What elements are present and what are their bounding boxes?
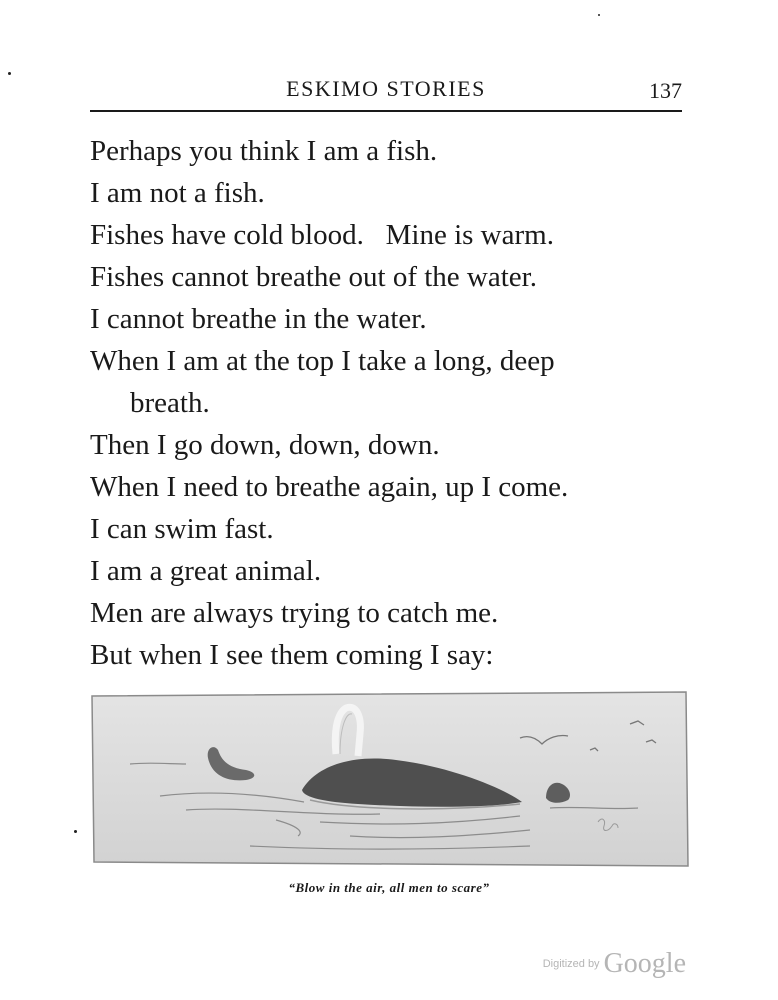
whale-sketch — [90, 690, 690, 868]
page-speck — [8, 72, 11, 75]
whale-illustration — [90, 690, 690, 868]
illustration-caption: “Blow in the air, all men to scare” — [288, 880, 490, 895]
text-line: Then I go down, down, down. — [90, 429, 440, 461]
text-line: Men are always trying to catch me. — [90, 597, 499, 629]
page-speck — [74, 830, 77, 833]
text-line: But when I see them coming I say: — [90, 639, 494, 671]
page-number: 137 — [649, 78, 682, 103]
text-line: I am not a fish. — [90, 177, 265, 209]
header-rule — [90, 110, 682, 112]
page-speck — [598, 14, 600, 16]
text-line: Perhaps you think I am a fish. — [90, 135, 438, 167]
running-head — [90, 72, 682, 108]
text-line: I am a great animal. — [90, 555, 322, 587]
text-line-continuation: breath. — [130, 387, 210, 419]
running-title: ESKIMO STORIES — [286, 76, 486, 101]
text-line: I can swim fast. — [90, 513, 274, 545]
digitized-brand: Google — [603, 948, 686, 979]
digitized-watermark — [543, 948, 686, 980]
story-text — [90, 130, 690, 676]
text-line: Fishes cannot breathe out of the water. — [90, 261, 537, 293]
digitized-label: Digitized by — [542, 958, 600, 970]
text-line: When I need to breathe again, up I come. — [90, 471, 569, 503]
text-line: I cannot breathe in the water. — [90, 303, 427, 335]
text-line: Fishes have cold blood. Mine is warm. — [90, 219, 554, 251]
text-line: When I am at the top I take a long, deep — [90, 345, 555, 377]
